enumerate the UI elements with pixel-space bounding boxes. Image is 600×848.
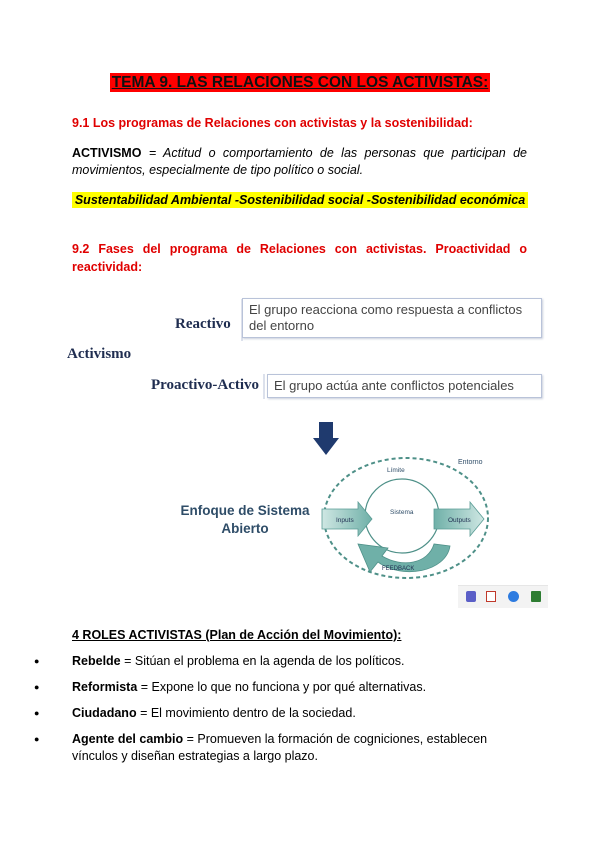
role-name: Agente del cambio bbox=[72, 732, 184, 746]
outputs-label: Outputs bbox=[448, 517, 471, 524]
app-icon[interactable] bbox=[531, 591, 541, 602]
page-title bbox=[0, 74, 600, 92]
sustainability-highlight bbox=[0, 191, 600, 209]
section-heading-9-2: 9.2 Fases del programa de Relaciones con activistas. Proactividad o reactividad: bbox=[72, 242, 527, 274]
activismo-definition bbox=[72, 145, 527, 179]
reactive-label: Reactivo bbox=[175, 316, 231, 332]
role-desc: = El movimiento dentro de la sociedad. bbox=[136, 706, 356, 720]
taskbar-strip bbox=[458, 585, 548, 608]
inputs-label: Inputs bbox=[336, 517, 354, 524]
caption-line-1: Enfoque de Sistema bbox=[180, 503, 310, 518]
open-system-diagram bbox=[318, 452, 498, 592]
role-name: Reformista bbox=[72, 680, 138, 694]
list-item bbox=[72, 705, 532, 722]
role-name: Ciudadano bbox=[72, 706, 137, 720]
caption-line-2: Abierto bbox=[221, 521, 269, 536]
mail-icon[interactable] bbox=[486, 591, 496, 602]
feedback-label: FEEDBACK bbox=[382, 566, 415, 572]
role-desc: = Expone lo que no funciona y por qué alternativas. bbox=[137, 680, 427, 694]
title-text: TEMA 9. LAS RELACIONES CON LOS ACTIVISTAS: bbox=[111, 74, 489, 91]
role-name: Rebelde bbox=[72, 654, 121, 668]
roles-list bbox=[72, 653, 532, 774]
definition-text: = Actitud o comportamiento de las personas que participan de movimientos, especialmente de tipo político o social. bbox=[72, 146, 527, 177]
activismo-root-label: Activismo bbox=[67, 346, 132, 362]
highlight-text: Sustentabilidad Ambiental -Sostenibilidad social -Sostenibilidad económica bbox=[72, 192, 528, 208]
limite-label: Límite bbox=[387, 467, 405, 474]
list-item bbox=[72, 679, 532, 696]
browser-icon[interactable] bbox=[508, 591, 519, 602]
open-system-caption bbox=[180, 502, 310, 538]
down-arrow-icon bbox=[313, 422, 339, 456]
definition-term: ACTIVISMO bbox=[72, 146, 142, 160]
role-desc: = Promueven la formación de cogniciones, establecen vínculos y diseñan estrategias a largo plazo. bbox=[72, 732, 488, 763]
entorno-label: Entorno bbox=[458, 459, 483, 466]
role-desc: = Sitúan el problema en la agenda de los políticos. bbox=[120, 654, 405, 668]
proactive-box: El grupo actúa ante conflictos potenciales bbox=[267, 374, 542, 398]
activism-diagram bbox=[60, 296, 550, 406]
teams-icon[interactable] bbox=[466, 591, 476, 602]
list-item bbox=[72, 731, 532, 765]
section-heading-9-1: 9.1 Los programas de Relaciones con activistas y la sostenibilidad: bbox=[72, 116, 473, 130]
proactive-label: Proactivo-Activo bbox=[151, 377, 260, 393]
system-circle bbox=[365, 479, 439, 553]
reactive-box: El grupo reacciona como respuesta a conflictos del entorno bbox=[242, 298, 542, 338]
list-item bbox=[72, 653, 532, 670]
sistema-label: Sistema bbox=[390, 509, 414, 516]
roles-heading: 4 ROLES ACTIVISTAS (Plan de Acción del Movimiento): bbox=[72, 628, 402, 642]
